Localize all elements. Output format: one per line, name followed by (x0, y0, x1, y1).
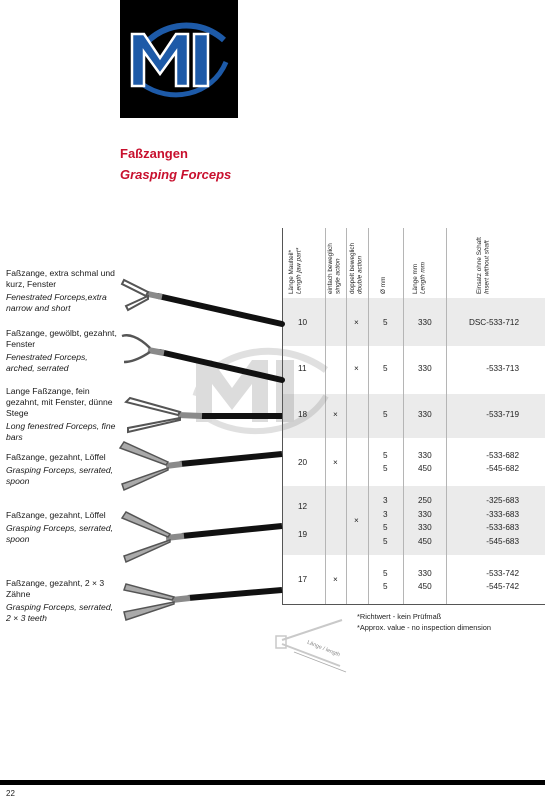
cell-diameter: 5 (383, 318, 388, 327)
cell-code: -325-683 (486, 496, 519, 505)
cell-code: -545-742 (486, 582, 519, 591)
table-divider (346, 228, 347, 604)
cell-code: -533-713 (486, 364, 519, 373)
cell-code: -533-682 (486, 451, 519, 460)
cell-code: DSC-533-712 (468, 318, 519, 327)
cell-jaw-length: 20 (298, 458, 308, 467)
cell-length: 330 (418, 410, 432, 419)
cell-length: 450 (418, 464, 432, 473)
table-divider (446, 228, 447, 604)
cell-diameter: 5 (383, 451, 388, 460)
cell-diameter: 5 (383, 364, 388, 373)
forceps-image-teeth (118, 570, 288, 624)
section-titles (120, 146, 231, 182)
forceps-image-serrated-spoon-double (118, 504, 288, 566)
jaw-length-diagram (272, 606, 358, 676)
product-description: Lange Faßzange, fein gezahnt, mit Fenster, dünne Stege Long fenestred Forceps, fine bars (6, 386, 116, 442)
cell-diameter: 5 (383, 537, 388, 546)
page-number: 22 (6, 789, 15, 798)
cell-diameter: 5 (383, 569, 388, 578)
cell-length: 250 (418, 496, 432, 505)
cell-double-action: × (354, 364, 359, 373)
cell-diameter: 5 (383, 410, 388, 419)
cell-jaw-length: 18 (298, 410, 308, 419)
cell-diameter: 3 (383, 510, 388, 519)
cell-double-action: × (354, 516, 359, 525)
cell-single-action: × (333, 575, 338, 584)
forceps-image-fenestrated-arched (118, 330, 288, 386)
cell-double-action: × (354, 318, 359, 327)
cell-diameter: 5 (383, 523, 388, 532)
column-header-insert: Einsatz ohne Schaft Insert without shaft (476, 237, 491, 294)
forceps-image-serrated-spoon (118, 434, 288, 492)
company-logo (120, 0, 238, 118)
cell-code: -533-719 (486, 410, 519, 419)
note-english: *Approx. value - no inspection dimension (357, 623, 491, 632)
product-description: Faßzange, gewölbt, gezahnt, Fenster Fenestrated Forceps, arched, serrated (6, 328, 117, 373)
cell-length: 330 (418, 569, 432, 578)
cell-length: 330 (418, 523, 432, 532)
cell-single-action: × (333, 458, 338, 467)
cell-code: -545-682 (486, 464, 519, 473)
cell-jaw-length: 12 (298, 502, 308, 511)
forceps-image-fenestrated-narrow (118, 276, 288, 332)
cell-diameter: 5 (383, 582, 388, 591)
cell-jaw-length: 10 (298, 318, 308, 327)
cell-diameter: 5 (383, 464, 388, 473)
cell-length: 450 (418, 582, 432, 591)
cell-single-action: × (333, 410, 338, 419)
column-header-diameter: Ø mm (380, 276, 387, 294)
cell-length: 330 (418, 364, 432, 373)
table-bottom-border (282, 604, 545, 605)
product-description: Faßzange, extra schmal und kurz, Fenster Fenestrated Forceps,extra narrow and short (6, 268, 115, 313)
diagram-length-label: Länge / length (306, 639, 341, 659)
cell-code: -533-683 (486, 523, 519, 532)
product-description: Faßzange, gezahnt, 2 × 3 Zähne Grasping Forceps, serrated, 2 × 3 teeth (6, 578, 113, 623)
product-description: Faßzange, gezahnt, Löffel Grasping Forceps, serrated, spoon (6, 452, 113, 486)
footer-bar (0, 780, 545, 785)
cell-code: -333-683 (486, 510, 519, 519)
title-german: Faßzangen (120, 146, 188, 161)
cell-length: 450 (418, 537, 432, 546)
cell-length: 330 (418, 510, 432, 519)
table-row (282, 555, 545, 604)
table-divider (403, 228, 404, 604)
column-header-jaw-length: Länge Maulteil* Length jaw part* (288, 247, 303, 294)
cell-length: 330 (418, 318, 432, 327)
cell-jaw-length: 11 (298, 364, 307, 373)
note-german: *Richtwert - kein Prüfmaß (357, 612, 442, 621)
product-description: Faßzange, gezahnt, Löffel Grasping Forceps, serrated, spoon (6, 510, 113, 544)
cell-diameter: 3 (383, 496, 388, 505)
table-divider (368, 228, 369, 604)
column-header-length: Länge mm Length mm (412, 262, 427, 294)
cell-jaw-length: 17 (298, 575, 308, 584)
forceps-image-long-fenestred (118, 388, 288, 434)
title-english: Grasping Forceps (120, 167, 232, 182)
column-header-double-action: doppelt beweglich double action (349, 242, 364, 294)
column-header-single-action: einfach beweglich single action (327, 243, 342, 294)
cell-length: 330 (418, 451, 432, 460)
cell-jaw-length: 19 (298, 530, 308, 539)
cell-code: -533-742 (486, 569, 519, 578)
cell-code: -545-683 (486, 537, 519, 546)
